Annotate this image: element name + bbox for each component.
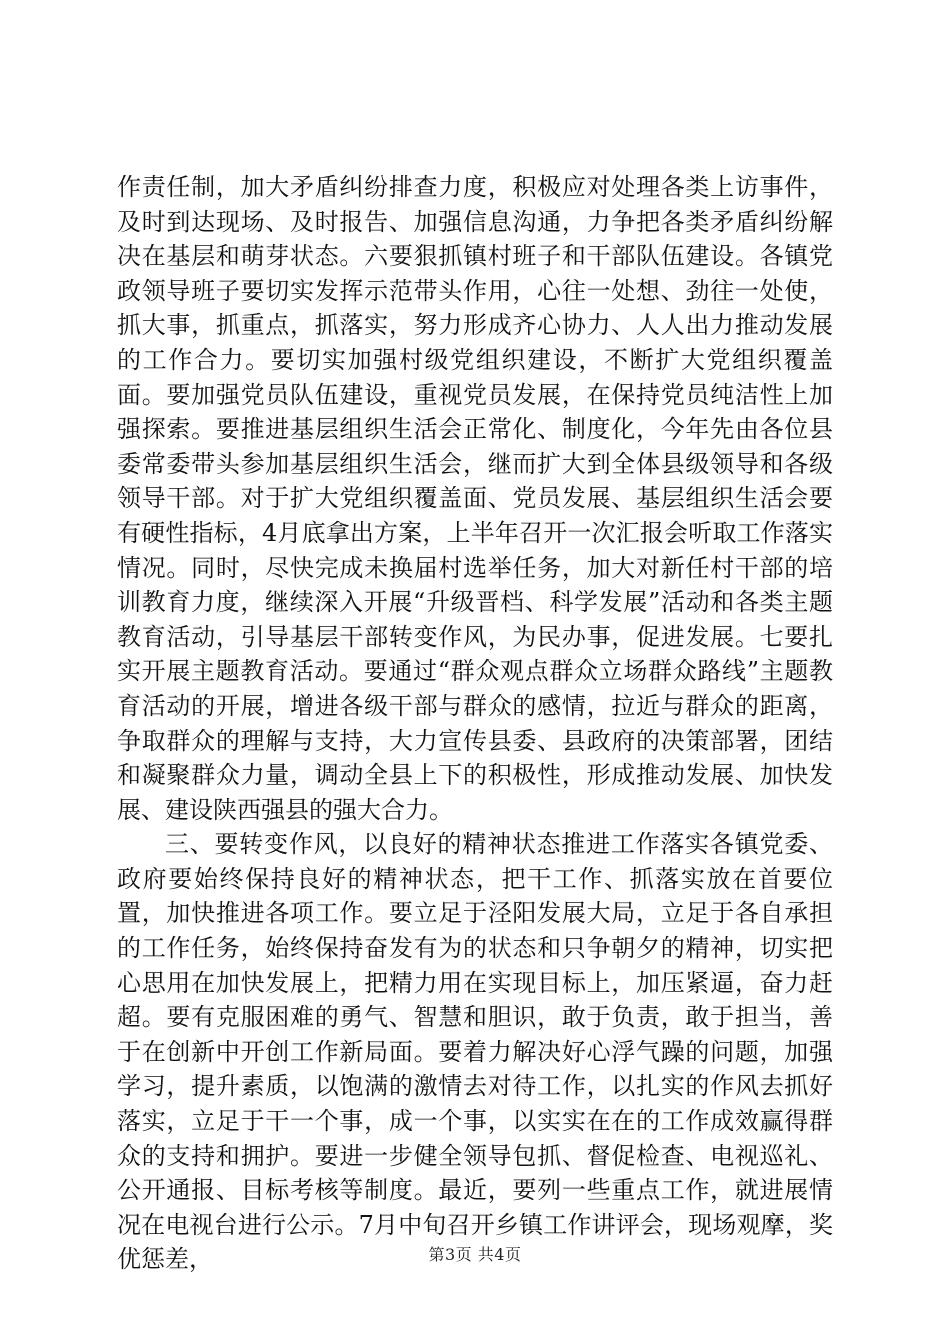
body-paragraph-2: 三、要转变作风，以良好的精神状态推进工作落实各镇党委、政府要始终保持良好的精神状态，把干工作、抓落实放在首要位置，加快推进各项工作。要立足于泾阳发展大局，立足于各自承担的工作任务，始终保持奋发有为的状态和只争朝夕的精神，切实把心思用在加快发展上，把精力用在实现目标上，加压紧逼，奋力赶超。要有克服困难的勇气、智慧和胆识，敢于负责，敢于担当，善于在创新中开创工作新局面。要着力解决好心浮气躁的问题，加强学习，提升素质，以饱满的激情去对待工作，以扎实的作风去抓好落实，立足于干一个事，成一个事，以实实在在的工作成效赢得群众的支持和拥护。要进一步健全领导包抓、督促检查、电视巡礼、公开通报、目标考核等制度。最近，要列一些重点工作，就进展情况在电视台进行公示。7月中旬召开乡镇工作讲评会，现场观摩，奖优惩差， xyxy=(117,830,833,1274)
body-paragraph-1: 作责任制，加大矛盾纠纷排查力度，积极应对处理各类上访事件，及时到达现场、及时报告、加强信息沟通，力争把各类矛盾纠纷解决在基层和萌芽状态。六要狠抓镇村班子和干部队伍建设。各镇党政领导班子要切实发挥示范带头作用，心往一处想、劲往一处使，抓大事，抓重点，抓落实，努力形成齐心协力、人人出力推动发展的工作合力。要切实加强村级党组织建设，不断扩大党组织覆盖面。要加强党员队伍建设，重视党员发展，在保持党员纯洁性上加强探索。要推进基层组织生活会正常化、制度化，今年先由各位县委常委带头参加基层组织生活会，继而扩大到全体县级领导和各级领导干部。对于扩大党组织覆盖面、党员发展、基层组织生活会要有硬性指标，4月底拿出方案，上半年召开一次汇报会听取工作落实情况。同时，尽快完成未换届村选举任务，加大对新任村干部的培训教育力度，继续深入开展“升级晋档、科学发展”活动和各类主题教育活动，引导基层干部转变作风，为民办事，促进发展。七要扎实开展主题教育活动。要通过“群众观点群众立场群众路线”主题教育活动的开展，增进各级干部与群众的感情，拉近与群众的距离，争取群众的理解与支持，大力宣传县委、县政府的决策部署，团结和凝聚群众力量，调动全县上下的积极性，形成推动发展、加快发展、建设陕西强县的强大合力。 xyxy=(117,173,833,824)
page-number-footer: 第3页 共4页 xyxy=(428,1245,522,1264)
document-body xyxy=(117,170,833,1277)
